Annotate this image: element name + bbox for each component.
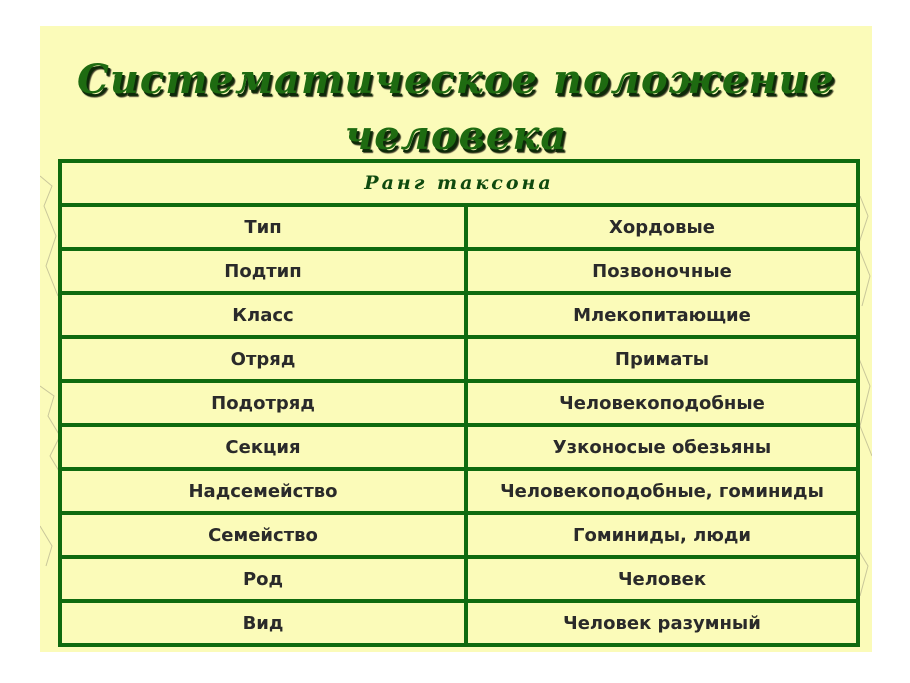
table-row	[60, 469, 858, 513]
rank-cell: Надсемейство	[60, 469, 466, 513]
title-line-1: Систематическое положение	[76, 56, 835, 103]
taxon-cell: Позвоночные	[466, 249, 858, 293]
table-row	[60, 601, 858, 645]
rank-cell: Вид	[60, 601, 466, 645]
table-row	[60, 513, 858, 557]
table-row	[60, 557, 858, 601]
taxonomy-table	[58, 159, 860, 647]
rank-cell: Класс	[60, 293, 466, 337]
table-row	[60, 293, 858, 337]
taxon-cell: Гоминиды, люди	[466, 513, 858, 557]
rank-cell: Отряд	[60, 337, 466, 381]
table-row	[60, 337, 858, 381]
taxon-cell: Млекопитающие	[466, 293, 858, 337]
table-header-row	[60, 161, 858, 205]
table-header-cell: Ранг таксона	[60, 161, 858, 205]
rank-cell: Семейство	[60, 513, 466, 557]
slide	[40, 26, 872, 652]
rank-cell: Подтип	[60, 249, 466, 293]
taxon-cell: Хордовые	[466, 205, 858, 249]
table-row	[60, 381, 858, 425]
rank-cell: Подотряд	[60, 381, 466, 425]
table-row	[60, 205, 858, 249]
title-line-2: человека	[344, 112, 568, 159]
taxon-cell: Человекоподобные, гоминиды	[466, 469, 858, 513]
taxon-cell: Человек разумный	[466, 601, 858, 645]
rank-cell: Секция	[60, 425, 466, 469]
rank-cell: Род	[60, 557, 466, 601]
taxon-cell: Человекоподобные	[466, 381, 858, 425]
taxon-cell: Узконосые обезьяны	[466, 425, 858, 469]
taxon-cell: Приматы	[466, 337, 858, 381]
slide-title	[40, 52, 872, 164]
taxon-cell: Человек	[466, 557, 858, 601]
table-row	[60, 425, 858, 469]
rank-cell: Тип	[60, 205, 466, 249]
table-row	[60, 249, 858, 293]
